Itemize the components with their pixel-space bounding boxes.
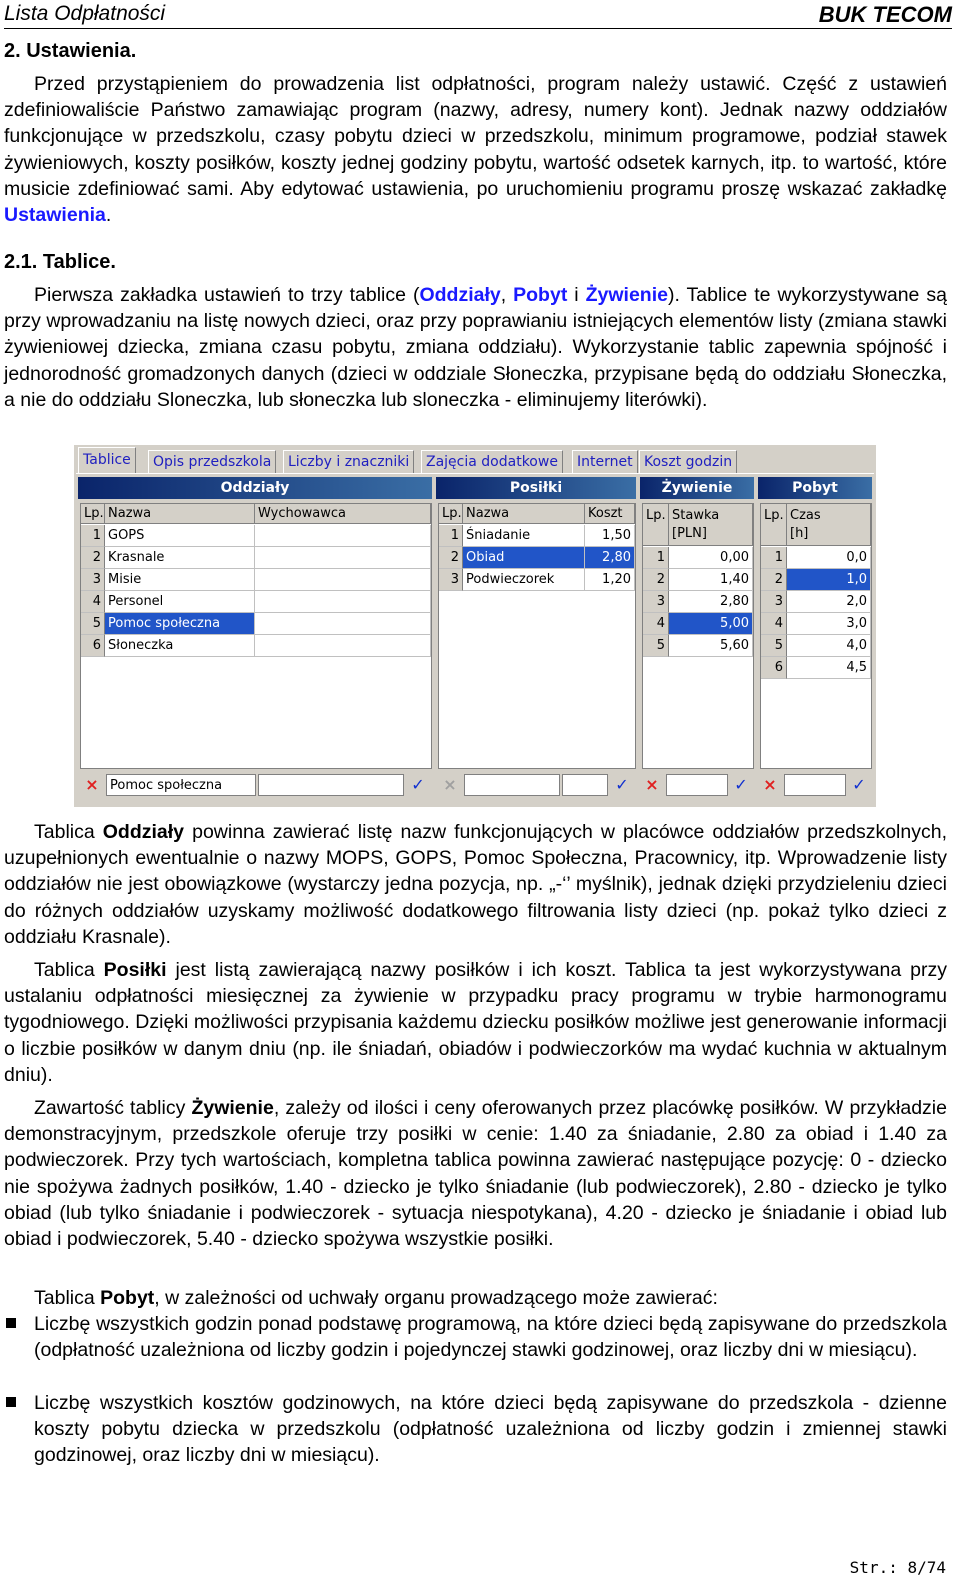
delete-icon[interactable]: × xyxy=(85,775,99,794)
table-row-selected[interactable]: 5 Pomoc społeczna xyxy=(81,613,431,635)
delete-icon[interactable]: × xyxy=(645,775,659,794)
table-row-selected[interactable]: 2 Obiad 2,80 xyxy=(439,547,635,569)
zywienie-input[interactable] xyxy=(666,774,728,796)
col-lp: Lp. xyxy=(643,504,669,546)
ustawienia-link: Ustawienia xyxy=(4,204,106,227)
col-stawka: Stawka [PLN] xyxy=(669,504,753,546)
tab-koszt-godzin[interactable]: Koszt godzin xyxy=(639,450,737,473)
table-row[interactable]: 3 2,0 xyxy=(761,591,871,613)
paragraph-posilki: Tablica Posiłki jest listą zawierającą nazwy posiłków i ich koszt. Tablica ta jest wykorzystywana przy ustalaniu odpłatności miesięcznej za żywienie w przypadku pracy programu w trybie harmonogramu tygodniowego. Dzięki możliwości przypisania każdemu dziecku posiłków możliwe jest generowanie informacji o liczbie posiłków w danym dniu (np. ile śniadań, obiadów i podwieczorków ma wydać kuchnia w aktualnym dniu). xyxy=(4,959,947,1086)
header-brand: BUK TECOM xyxy=(818,2,952,27)
zywienie-grid xyxy=(642,503,754,769)
posilki-edit-bar xyxy=(438,773,634,797)
table-row[interactable]: 4 3,0 xyxy=(761,613,871,635)
list-item: Liczbę wszystkich godzin ponad podstawę programową, na które dzieci będą zapisywane do przedszkola (odpłatność uzależniona od liczby godzin i pojedynczej stawki godzinowej, oraz liczby dni w miesiącu). xyxy=(4,1311,947,1363)
posilki-grid xyxy=(438,503,636,769)
posilki-cost-input[interactable] xyxy=(562,774,608,796)
confirm-icon[interactable]: ✓ xyxy=(734,775,748,794)
confirm-icon[interactable]: ✓ xyxy=(852,775,866,794)
table-row[interactable]: 1 0,00 xyxy=(643,547,753,569)
tab-opis-przedszkola[interactable]: Opis przedszkola xyxy=(148,450,276,473)
page-header xyxy=(4,2,952,29)
tab-internet[interactable]: Internet xyxy=(572,450,638,473)
col-nazwa: Nazwa xyxy=(105,504,255,524)
zywienie-header: Żywienie xyxy=(640,477,754,499)
table-row[interactable]: 5 4,0 xyxy=(761,635,871,657)
table-row[interactable]: 3 Podwieczorek 1,20 xyxy=(439,569,635,591)
zywienie-edit-bar xyxy=(642,773,752,797)
tab-zajecia-dodatkowe[interactable]: Zajęcia dodatkowe xyxy=(421,450,563,473)
oddzialy-name-input[interactable]: Pomoc społeczna xyxy=(106,774,256,796)
pobyt-edit-bar xyxy=(760,773,870,797)
table-row[interactable]: 3 2,80 xyxy=(643,591,753,613)
confirm-icon[interactable]: ✓ xyxy=(615,775,629,794)
header-title: Lista Odpłatności xyxy=(4,2,166,25)
confirm-icon[interactable]: ✓ xyxy=(411,775,425,794)
tab-tablice[interactable]: Tablice xyxy=(78,447,136,473)
table-row[interactable]: 6 Słoneczka xyxy=(81,635,431,657)
oddzialy-header: Oddziały xyxy=(78,477,432,499)
table-row[interactable]: 1 GOPS xyxy=(81,525,431,547)
table-row-selected[interactable]: 4 5,00 xyxy=(643,613,753,635)
paragraph-tables: Pierwsza zakładka ustawień to trzy tablice (Oddziały, Pobyt i Żywienie). Tablice te wykorzystywane są przy wprowadzaniu na listę nowych dzieci, oraz przy poprawianiu istniejących elementów listy (zmiana stawki żywieniowej dziecka, zmiana czasu pobytu, zmiana oddziału). Wykorzystanie tablic zapewnia spójność i jednorodność gromadzonych danych (dzieci w oddziale Słoneczka, przypisane będą do oddziału Słoneczka, a nie do oddziału Sloneczka, lub słoneczka lub sloneczka - eliminujemy literówki). xyxy=(4,284,947,411)
table-row[interactable]: 2 1,40 xyxy=(643,569,753,591)
delete-icon[interactable]: × xyxy=(763,775,777,794)
col-lp: Lp. xyxy=(761,504,787,546)
posilki-header: Posiłki xyxy=(436,477,636,499)
oddzialy-edit-bar xyxy=(80,773,430,797)
table-row[interactable]: 5 5,60 xyxy=(643,635,753,657)
table-row[interactable]: 1 Śniadanie 1,50 xyxy=(439,525,635,547)
section-heading: 2. Ustawienia. xyxy=(4,40,137,62)
col-lp: Lp. xyxy=(439,504,463,524)
oddzialy-teacher-input[interactable] xyxy=(258,774,404,796)
col-czas: Czas [h] xyxy=(787,504,871,546)
oddzialy-grid xyxy=(80,503,432,769)
paragraph-intro: Przed przystąpieniem do prowadzenia list odpłatności, program należy ustawić. Część z ustawień zdefiniowaliście Państwo zamawiając program (nazwy, adresy, numery kont). Jednak nazwy oddziałów funkcjonujące w przedszkolu, czasy pobytu dzieci w przedszkolu, minimum programowe, podział stawek żywieniowych, koszty posiłków, koszty jednej godziny pobytu, wartość odsetek karnych, itp. to wartość, które musicie zdefiniować sami. Aby edytować ustawienia, po uruchomieniu programu proszę wskazać zakładkę Ustawienia. xyxy=(4,73,947,227)
col-koszt: Koszt xyxy=(585,504,635,524)
tab-liczby-i-znaczniki[interactable]: Liczby i znaczniki xyxy=(283,450,414,473)
settings-screenshot xyxy=(74,445,876,807)
table-row[interactable]: 6 4,5 xyxy=(761,657,871,679)
bullet-icon xyxy=(6,1397,16,1407)
pobyt-input[interactable] xyxy=(784,774,846,796)
subsection-heading: 2.1. Tablice. xyxy=(4,251,116,273)
tab-strip xyxy=(76,447,874,473)
list-item: Liczbę wszystkich kosztów godzinowych, na które dzieci będą zapisywane do przedszkola - dzienne koszty pobytu dziecka w przedszkolu (odpłatność uzależniona od liczby godzin i zmiennej stawki godzinowej, oraz liczby dni w miesiącu). xyxy=(4,1390,947,1469)
table-row[interactable]: 2 Krasnale xyxy=(81,547,431,569)
col-wychowawca: Wychowawca xyxy=(255,504,431,524)
pobyt-header: Pobyt xyxy=(758,477,872,499)
paragraph-pobyt: Tablica Pobyt, w zależności od uchwały organu prowadzącego może zawierać: xyxy=(34,1287,718,1309)
bullet-icon xyxy=(6,1318,16,1328)
col-lp: Lp. xyxy=(81,504,105,524)
table-row[interactable]: 1 0,0 xyxy=(761,547,871,569)
delete-icon[interactable]: × xyxy=(443,775,457,794)
page-number: Str.: 8/74 xyxy=(849,1558,946,1577)
table-row[interactable]: 4 Personel xyxy=(81,591,431,613)
table-row-selected[interactable]: 2 1,0 xyxy=(761,569,871,591)
col-nazwa: Nazwa xyxy=(463,504,585,524)
paragraph-oddzialy: Tablica Oddziały powinna zawierać listę nazw funkcjonujących w placówce oddziałów przedszkolnych, uzupełnionych ewentualnie o nazwy MOPS, GOPS, Pomoc Społeczna, Pracownicy, itp. Wprowadzenie listy oddziałów nie jest obowiązkowe (wystarczy jedna pozycja, np. „-‘’ myślnik), jednak dzięki przydzieleniu dzieci do różnych oddziałów uzyskamy możliwość dodatkowego filtrowania listy dzieci (np. pokaż tylko dzieci z oddziału Krasnale). xyxy=(4,821,947,948)
pobyt-grid xyxy=(760,503,872,769)
table-row[interactable]: 3 Misie xyxy=(81,569,431,591)
paragraph-zywienie: Zawartość tablicy Żywienie, zależy od ilości i ceny oferowanych przez placówkę posiłków. W przykładzie demonstracyjnym, przedszkole oferuje trzy posiłki w cenie: 1.40 za śniadanie, 2.80 za obiad i 1.40 za podwieczorek. Przy tych wartościach, kompletna tablica powinna zawierać następujące pozycję: 0 - dziecko nie spożywa żadnych posiłków, 1.40 - dziecko je tylko śniadanie (lub podwieczorek), 2.80 - dziecko je tylko obiad (lub tylko śniadanie i podwieczorek - sytuacja niespotykana), 4.20 - dziecko je śniadanie i obiad lub obiad i podwieczorek, 5.40 - dziecko spożywa wszystkie posiłki. xyxy=(4,1097,947,1251)
posilki-name-input[interactable] xyxy=(464,774,560,796)
